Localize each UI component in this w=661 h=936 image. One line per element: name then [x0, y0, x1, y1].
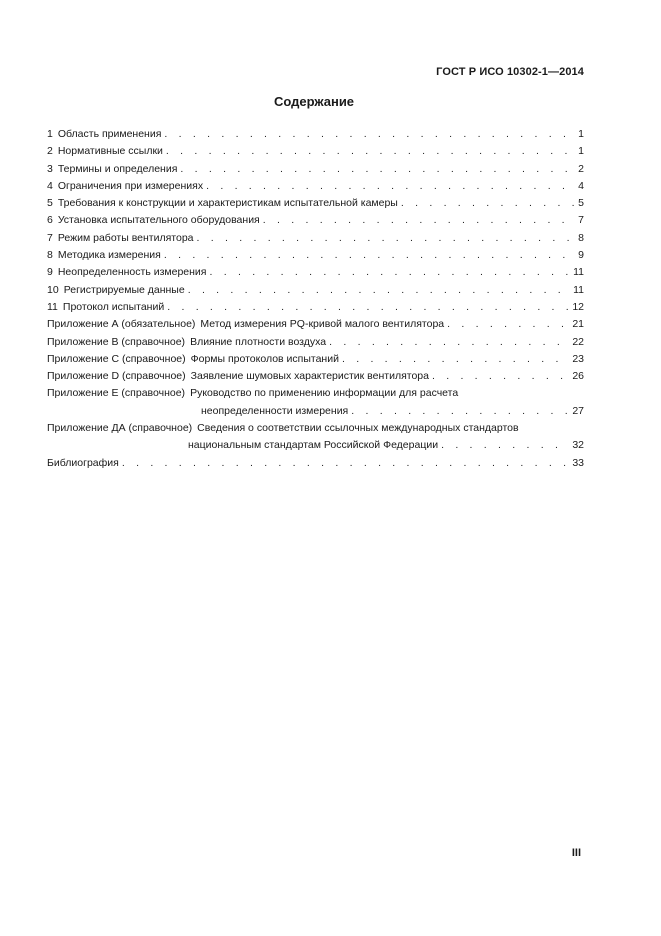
toc-entry[interactable] — [47, 212, 584, 229]
toc-entry-title: Ограничения при измерениях — [57, 179, 204, 192]
toc-entry-number: 5 — [47, 197, 53, 210]
toc-entry-page: 33 — [572, 456, 584, 469]
toc-entry[interactable] — [47, 126, 584, 143]
toc-entry[interactable] — [47, 178, 584, 195]
toc-entry[interactable] — [47, 195, 584, 212]
toc-entry-title: Формы протоколов испытаний — [190, 352, 339, 365]
toc-entry-bibliography[interactable] — [47, 455, 584, 472]
toc-entry-page: 12 — [572, 300, 584, 313]
leader-dots — [429, 368, 570, 385]
toc-entry-title: Требования к конструкции и характеристикам испытательной камеры — [57, 197, 398, 210]
toc-entry-number: Приложение Е (справочное) — [47, 387, 186, 400]
toc-entry[interactable] — [47, 247, 584, 264]
toc-entry-page: 1 — [578, 128, 584, 140]
toc-entry[interactable] — [47, 299, 584, 316]
toc-entry-number: 8 — [47, 249, 53, 262]
toc-entry[interactable] — [47, 143, 584, 160]
toc-entry-page: 21 — [572, 318, 584, 331]
toc-entry-continuation[interactable] — [47, 403, 584, 420]
toc-entry-page: 27 — [572, 404, 584, 417]
toc-entry-title: Нормативные ссылки — [57, 145, 163, 158]
toc-entry-page: 5 — [578, 197, 584, 210]
toc-entry-title: Руководство по применению информации для расчета — [190, 387, 459, 400]
toc-entry-page: 4 — [578, 179, 584, 192]
leader-dots — [161, 126, 576, 143]
toc-entry[interactable] — [47, 282, 584, 299]
toc-entry-page: 11 — [573, 283, 584, 296]
leader-dots — [444, 316, 570, 333]
toc-entry-number: Приложение С (справочное) — [47, 352, 186, 365]
toc-entry[interactable] — [47, 230, 584, 247]
toc-entry-title: Метод измерения PQ-кривой малого вентилятора — [200, 318, 445, 331]
toc-entry-number: 2 — [47, 145, 53, 158]
leader-dots — [438, 437, 570, 454]
toc-entry-title: Влияние плотности воздуха — [190, 335, 327, 348]
toc-entry-number: 11 — [47, 300, 58, 313]
toc-entry[interactable] — [47, 264, 584, 281]
toc-entry-page: 9 — [578, 249, 584, 262]
toc-entry-page: 2 — [578, 162, 584, 175]
leader-dots — [163, 143, 576, 160]
toc-entry-appendix[interactable] — [47, 368, 584, 385]
toc-entry-page: 1 — [578, 145, 584, 158]
toc-entry-number: Приложение В (справочное) — [47, 335, 186, 348]
toc-entry-page: 8 — [578, 231, 584, 244]
leader-dots — [161, 247, 576, 264]
toc-entry-number: 4 — [47, 179, 53, 192]
leader-dots — [177, 161, 576, 178]
leader-dots — [164, 299, 570, 316]
toc-entry-appendix[interactable] — [47, 351, 584, 368]
toc-entry-number: 7 — [47, 231, 53, 244]
toc-entry-number: Приложение ДА (справочное) — [47, 422, 193, 435]
toc-entry-appendix[interactable] — [47, 316, 584, 333]
toc-entry-number: 3 — [47, 162, 53, 175]
table-of-contents — [47, 126, 584, 472]
toc-entry-continuation[interactable] — [47, 437, 584, 454]
toc-entry-title: Методика измерения — [57, 249, 161, 262]
toc-entry-title: Неопределенность измерения — [57, 266, 207, 279]
toc-entry-number: Приложение А (обязательное) — [47, 318, 196, 331]
toc-entry-page: 11 — [573, 266, 584, 279]
leader-dots — [119, 455, 570, 472]
toc-entry-title: Режим работы вентилятора — [57, 231, 194, 244]
toc-entry-appendix[interactable] — [47, 420, 584, 437]
toc-entry-title: Термины и определения — [57, 162, 178, 175]
leader-dots — [339, 351, 570, 368]
leader-dots — [260, 212, 576, 229]
toc-entry-title: Протокол испытаний — [62, 300, 165, 313]
leader-dots — [206, 264, 571, 281]
toc-entry-appendix[interactable] — [47, 334, 584, 351]
leader-dots — [348, 403, 570, 420]
toc-entry-title: Заявление шумовых характеристик вентилятора — [190, 370, 429, 383]
standard-designation: ГОСТ Р ИСО 10302-1—2014 — [436, 66, 584, 78]
toc-entry-page: 23 — [572, 352, 584, 365]
page-number: III — [571, 847, 581, 859]
toc-entry-title: Регистрируемые данные — [63, 283, 185, 296]
toc-entry-appendix[interactable] — [47, 385, 584, 402]
toc-entry-number: Приложение D (справочное) — [47, 370, 186, 383]
toc-entry-title: Сведения о соответствии ссылочных международных стандартов — [197, 422, 519, 435]
toc-entry-number: 9 — [47, 266, 53, 279]
leader-dots — [326, 334, 570, 351]
leader-dots — [185, 282, 571, 299]
toc-entry-page: 32 — [572, 439, 584, 452]
toc-entry-page: 26 — [572, 370, 584, 383]
toc-entry-page: 7 — [578, 214, 584, 227]
leader-dots — [194, 230, 577, 247]
leader-dots — [203, 178, 576, 195]
toc-entry-number: Библиография — [47, 456, 119, 469]
toc-entry-title: Область применения — [57, 128, 162, 140]
toc-entry-number: 1 — [47, 128, 53, 140]
toc-entry-title-continued: национальным стандартам Российской Федерации — [188, 439, 439, 452]
toc-entry-title: Установка испытательного оборудования — [57, 214, 260, 227]
toc-entry-page: 22 — [572, 335, 584, 348]
toc-entry[interactable] — [47, 161, 584, 178]
toc-entry-title-continued: неопределенности измерения — [201, 404, 349, 417]
leader-dots — [398, 195, 576, 212]
toc-entry-number: 10 — [47, 283, 59, 296]
toc-title: Содержание — [273, 94, 355, 109]
toc-entry-number: 6 — [47, 214, 53, 227]
